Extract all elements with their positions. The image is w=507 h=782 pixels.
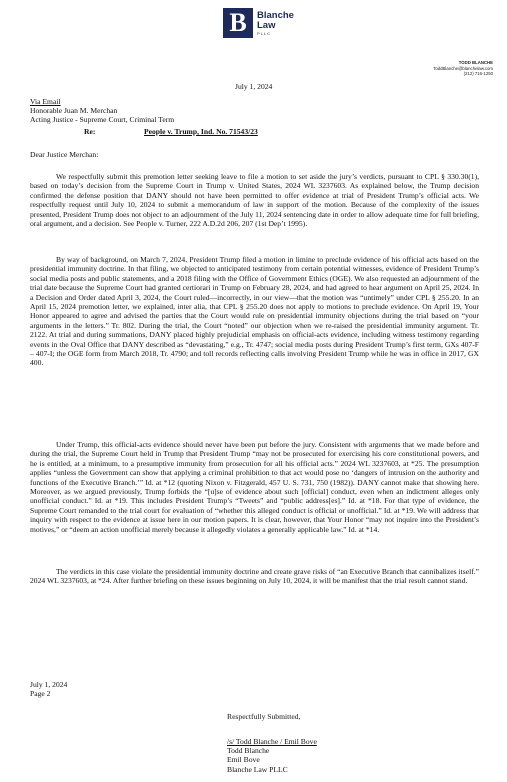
paragraph-2: By way of background, on March 7, 2024, President Trump filed a motion in limine to preclude evidence of his official acts based on the presidential immunity doctrine. In that filing, we objected to anticipated testimony from certain potential witnesses, evidence of President Trump’s social media posts and public statements, and a 2018 filing with the Office of Government Ethics (OGE). We also requested an adjournment of the trial date because the Supreme Court had granted certiorari in Trump on February 28, 2024, and had agreed to hear argument on April 25, 2024. In a Decision and Order dated April 3, 2024, the Court ruled—incorrectly, in our view—that the motion was “untimely” under CPL § 255.20. In an April 15, 2024 premotion letter, we explained, inter alia, that CPL § 255.20 does not apply to motions to preclude evidence. On April 19, Your Honor appeared to agree and advised the parties that the Court would rule on presidential immunity objections during the trial based on “your arguments in the letters.” Tr. 802. During the trial, the Court “noted” our objection when we re-raised the presidential immunity argument. Tr. 2122. At trial and during summations, DANY placed highly prejudicial emphasis on official-acts evidence, including witness testimony regarding events in the Oval Office that DANY described as “devastating,” e.g., Tr. 4747; social media posts during President Trump’s first term, GXs 407-F – 407-I; the OGE form from March 2018, Tr. 4790; and toll records reflecting calls involving President Trump while he was in office in 2017, GX 400.: [30, 255, 479, 368]
logo-wordmark: [257, 11, 294, 36]
logo-line-3: PLLC: [257, 30, 272, 36]
contact-name: TODD BLANCHE: [458, 60, 493, 65]
paragraph-1: We respectfully submit this premotion letter seeking leave to file a motion to set aside the jury’s verdicts, pursuant to CPL § 330.30(1), based on today’s decision from the Supreme Court in Trump v. United States, 2024 WL 3237603. As explained below, the Trump decision confirmed the defense position that DANY should not have been permitted to offer evidence at trial of President Trump’s official acts. We respectfully request until July 10, 2024 to submit a memorandum of law in support of the motion. Because of the complexity of the issues presented, President Trump does not object to an adjournment of the July 11, 2024 sentencing date in order to allow adequate time for full briefing, oral argument, and a decision. See People v. Turner, 222 A.D.2d 206, 207 (1st Dep’t 1995).: [30, 172, 479, 229]
page-header-date: July 1, 2024: [30, 680, 68, 689]
signer-name-1: Todd Blanche: [227, 746, 270, 756]
subject-label: Re:: [84, 127, 96, 136]
delivery-method: Via Email: [30, 97, 61, 106]
closing: Respectfully Submitted,: [227, 712, 301, 721]
contact-phone: (212) 716-1250: [463, 71, 493, 77]
logo-line-2: Law: [257, 19, 276, 31]
paragraph-4: The verdicts in this case violate the presidential immunity doctrine and create grave risks of “an Executive Branch that cannibalizes itself.” 2024 WL 3237603, at *24. After further briefing on these issues beginning on July 10, 2024, it will be manifest that the trial result cannot stand.: [30, 567, 479, 586]
case-caption: People v. Trump, Ind. No. 71543/23: [144, 127, 258, 136]
subject-line: [84, 127, 258, 136]
recipient-address: [30, 97, 174, 125]
signature-line: /s/ Todd Blanche / Emil Bove: [227, 737, 317, 746]
signature-block: [227, 737, 317, 774]
logo-mark: B: [223, 8, 253, 38]
firm-logo: [223, 8, 294, 38]
contact-email: ToddBlanche@blanchelaw.com: [433, 65, 493, 71]
letter-date: July 1, 2024: [235, 82, 273, 91]
paragraph-3: Under Trump, this official-acts evidence should never have been put before the jury. Consistent with arguments that we made before and during the trial, the Supreme Court held in Trump that President Trump “may not be prosecuted for exercising his core constitutional powers, and he is entitled, at a minimum, to a presumptive immunity from prosecution for all his official acts.” 2024 WL 3237603, at *25. The presumption applies “unless the Government can show that applying a criminal prohibition to that act would pose no ‘dangers of intrusion on the authority and functions of the Executive Branch.’” Id. at *12 (quoting Nixon v. Fitzgerald, 457 U. S. 731, 750 (1982)). DANY cannot make that showing here. Moreover, as we argued previously, Trump forbids the “[u]se of evidence about such [official] conduct, even when an indictment alleges only unofficial conduct.” Id. at *19. This includes President Trump’s “Tweets” and “public address[es].” Id. at *18. For that type of evidence, the Supreme Court remanded to the trial court for evaluation of “whether this alleged conduct is official or unofficial.” Id. at *19. We will address that inquiry with respect to the evidence at issue here in our motion papers. It is clear, however, that Your Honor “may not inquire into the President’s motives,” or “deem an action unofficial merely because it allegedly violates a generally applicable law.” Id. at *14.: [30, 440, 479, 534]
page-number: Page 2: [30, 689, 51, 699]
recipient-title: Acting Justice - Supreme Court, Criminal Term: [30, 115, 175, 125]
salutation: Dear Justice Merchan:: [30, 150, 99, 159]
signer-name-2: Emil Bove: [227, 755, 260, 765]
logo-line-1: Blanche: [257, 9, 294, 21]
letterhead-contact: [433, 60, 493, 77]
recipient-name: Honorable Juan M. Merchan: [30, 106, 118, 116]
signer-firm: Blanche Law PLLC: [227, 764, 288, 774]
page-header: [30, 680, 67, 698]
